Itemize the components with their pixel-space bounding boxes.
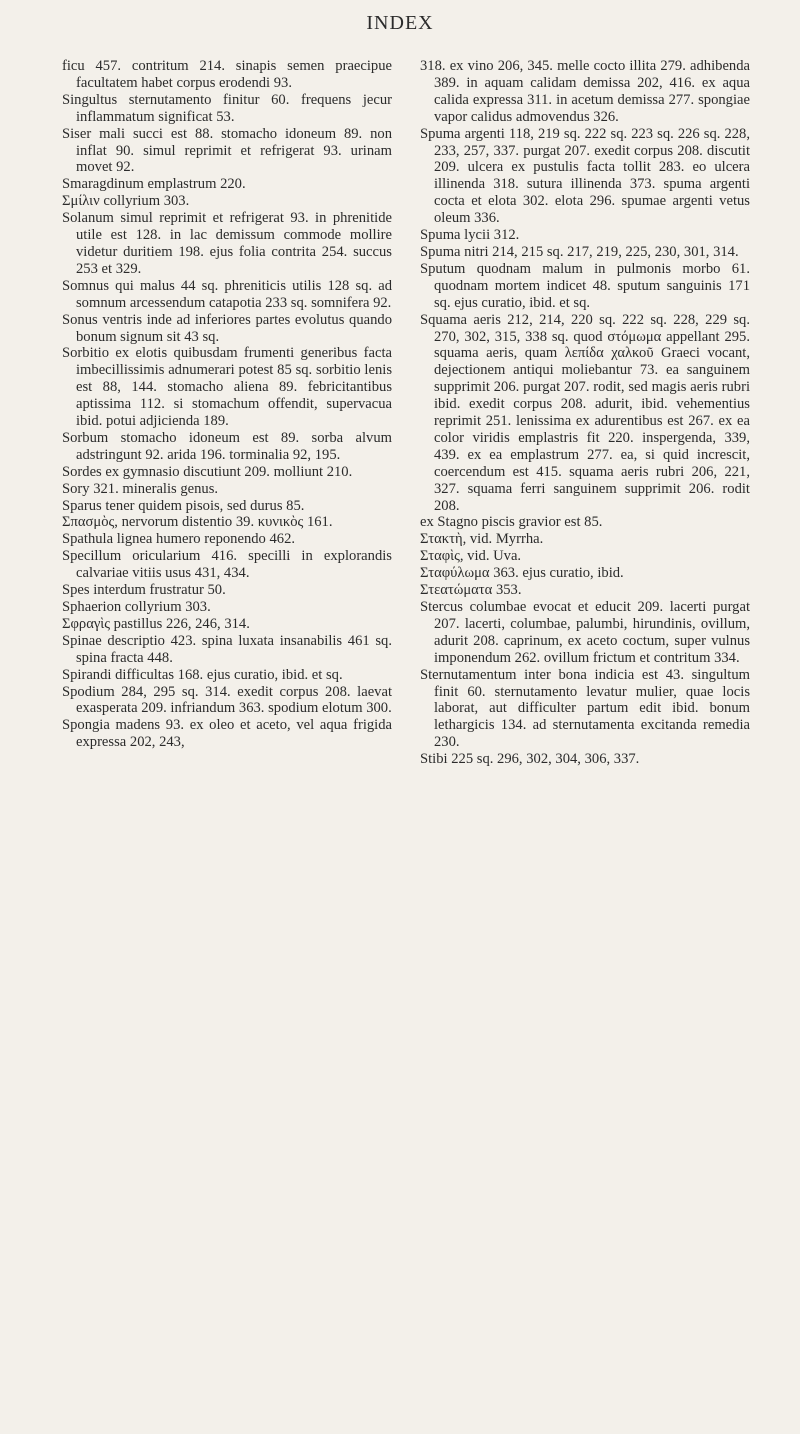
- index-entry: Σταφύλωμα 363. ejus curatio, ibid.: [420, 565, 624, 582]
- index-entry: Sputum quodnam malum in pulmonis morbo 61. quodnam mortem indicet 48. sputum sanguinis 171 sq. ejus curatio, ibid. et sq.: [420, 260, 750, 311]
- index-entry: Singultus sternutamento finitur 60. frequens jecur inflammatum significat 53.: [62, 91, 392, 125]
- index-entry: Spongia madens 93. ex oleo et aceto, vel aqua frigida expressa 202, 243,: [62, 717, 392, 751]
- index-entry: Spuma nitri 214, 215 sq. 217, 219, 225, 230, 301, 314.: [420, 243, 739, 260]
- index-entry: Sternutamentum inter bona indicia est 43. singultum finit 60. sternutamento levatur mulier, quae locis laborat, aut difficulter partum edit ibid. bonum lethargicis 134. ad sternutamenta excitanda remedia 230.: [420, 666, 750, 751]
- index-entry: Spirandi difficultas 168. ejus curatio, ibid. et sq.: [62, 666, 343, 683]
- page-header: INDEX: [366, 12, 434, 34]
- index-entry: Spuma lycii 312.: [420, 227, 520, 244]
- index-entry: Sonus ventris inde ad inferiores partes evolutus quando bonum signum sit 43 sq.: [62, 311, 392, 345]
- index-entry: ex Stagno piscis gravior est 85.: [420, 514, 603, 531]
- index-entry: Spuma argenti 118, 219 sq. 222 sq. 223 sq. 226 sq. 228, 233, 257, 337. purgat 207. exedit corpus 208. discutit 209. ulcera ex pustulis facta tollit 283. eo ulcera illinenda 318. sutura illinenda 373. spuma argenti cocta et elota 302. elota 296. spumae argenti vetus oleum 336.: [420, 125, 750, 227]
- index-entry: 318. ex vino 206, 345. melle cocto illita 279. adhibenda 389. in aquam calidam demissa 202, 416. ex aqua calida expressa 311. in acetum demissa 277. spongiae vapor calidus admovendus 326.: [420, 58, 750, 125]
- index-entry: Sordes ex gymnasio discutiunt 209. molliunt 210.: [62, 463, 353, 480]
- index-entry: Σπασμὸς, nervorum distentio 39. κυνικὸς 161.: [62, 514, 333, 531]
- index-entry: Στακτὴ, vid. Myrrha.: [420, 531, 544, 548]
- index-entry: Siser mali succi est 88. stomacho idoneum 89. non inflat 90. simul reprimit et refrigerat 93. urinam movet 92.: [62, 125, 392, 176]
- index-entry: Σφραγὶς pastillus 226, 246, 314.: [62, 615, 250, 632]
- index-entry: Sparus tener quidem pisois, sed durus 85.: [62, 497, 305, 514]
- index-entry: ficu 457. contritum 214. sinapis semen praecipue facultatem habet corpus erodendi 93.: [62, 58, 392, 91]
- index-entry: Smaragdinum emplastrum 220.: [62, 176, 246, 193]
- index-entry: Στεατώματα 353.: [420, 582, 522, 599]
- index-entry: Spodium 284, 295 sq. 314. exedit corpus 208. laevat exasperata 209. infriandum 363. spodium elotum 300.: [62, 683, 392, 717]
- index-entry: Spathula lignea humero reponendo 462.: [62, 531, 296, 548]
- index-entry: Spes interdum frustratur 50.: [62, 582, 226, 599]
- index-entry: Σμίλιν collyrium 303.: [62, 193, 190, 210]
- index-entry: Squama aeris 212, 214, 220 sq. 222 sq. 228, 229 sq. 270, 302, 315, 338 sq. quod στόμωμα appellant 295. squama aeris, quam λεπίδα χαλκοῦ Graeci vocant, dejectionem antiqui moliebantur 73. ea sanguinem supprimit 206. purgat 207. rodit, sed magis aeris rubri ibid. exedit corpus 208. adurit, ibid. vehementius reprimit 251. lenissima ex adurentibus est 267. ex ea color viridis emplastris fit 220. inspergenda, 339, 439. ex ea emplastrum 277. ea, si quid increscit, coercendum est 415. squama aeris rubri 206, 221, 327. squama ferri sanguinem supprimit 206. rodit 208.: [420, 311, 750, 514]
- index-entry: Solanum simul reprimit et refrigerat 93. in phrenitide utile est 128. in lac demissum commode mollire videtur duritiem 198. ejus folia contrita 254. succus 253 et 329.: [62, 210, 392, 277]
- index-entry: Spinae descriptio 423. spina luxata insanabilis 461 sq. spina fracta 448.: [62, 632, 392, 666]
- right-column: [420, 58, 750, 768]
- index-entry: Sory 321. mineralis genus.: [62, 480, 219, 497]
- index-entry: Stercus columbae evocat et educit 209. lacerti purgat 207. lacerti, columbae, palumbi, hirundinis, ovillum, adurit 208. caprinum, ex aceto coctum, super vulnus imponendum 262. ovillum frictum et contritum 334.: [420, 599, 750, 666]
- index-entry: Somnus qui malus 44 sq. phreniticis utilis 128 sq. ad somnum arcessendum catapotia 233 sq. somnifera 92.: [62, 277, 392, 311]
- index-entry: Sorbitio ex elotis quibusdam frumenti generibus facta imbecillissimis adnumerari potest 85 sq. sorbitio lenis est 88, 144. stomacho aliena 89. febricitantibus aptissima 112. si stomachum offendit, supervacua ibid. potui adjicienda 189.: [62, 345, 392, 430]
- index-entry: Sorbum stomacho idoneum est 89. sorba alvum adstringunt 92. arida 196. torminalia 92, 195.: [62, 429, 392, 463]
- index-entry: Sphaerion collyrium 303.: [62, 599, 211, 615]
- index-entry: Σταφὶς, vid. Uva.: [420, 548, 522, 565]
- index-entry: Specillum oricularium 416. specilli in explorandis calvariae vitiis usus 431, 434.: [62, 548, 392, 582]
- index-entry: Stibi 225 sq. 296, 302, 304, 306, 337.: [420, 751, 640, 768]
- left-column: [62, 58, 392, 751]
